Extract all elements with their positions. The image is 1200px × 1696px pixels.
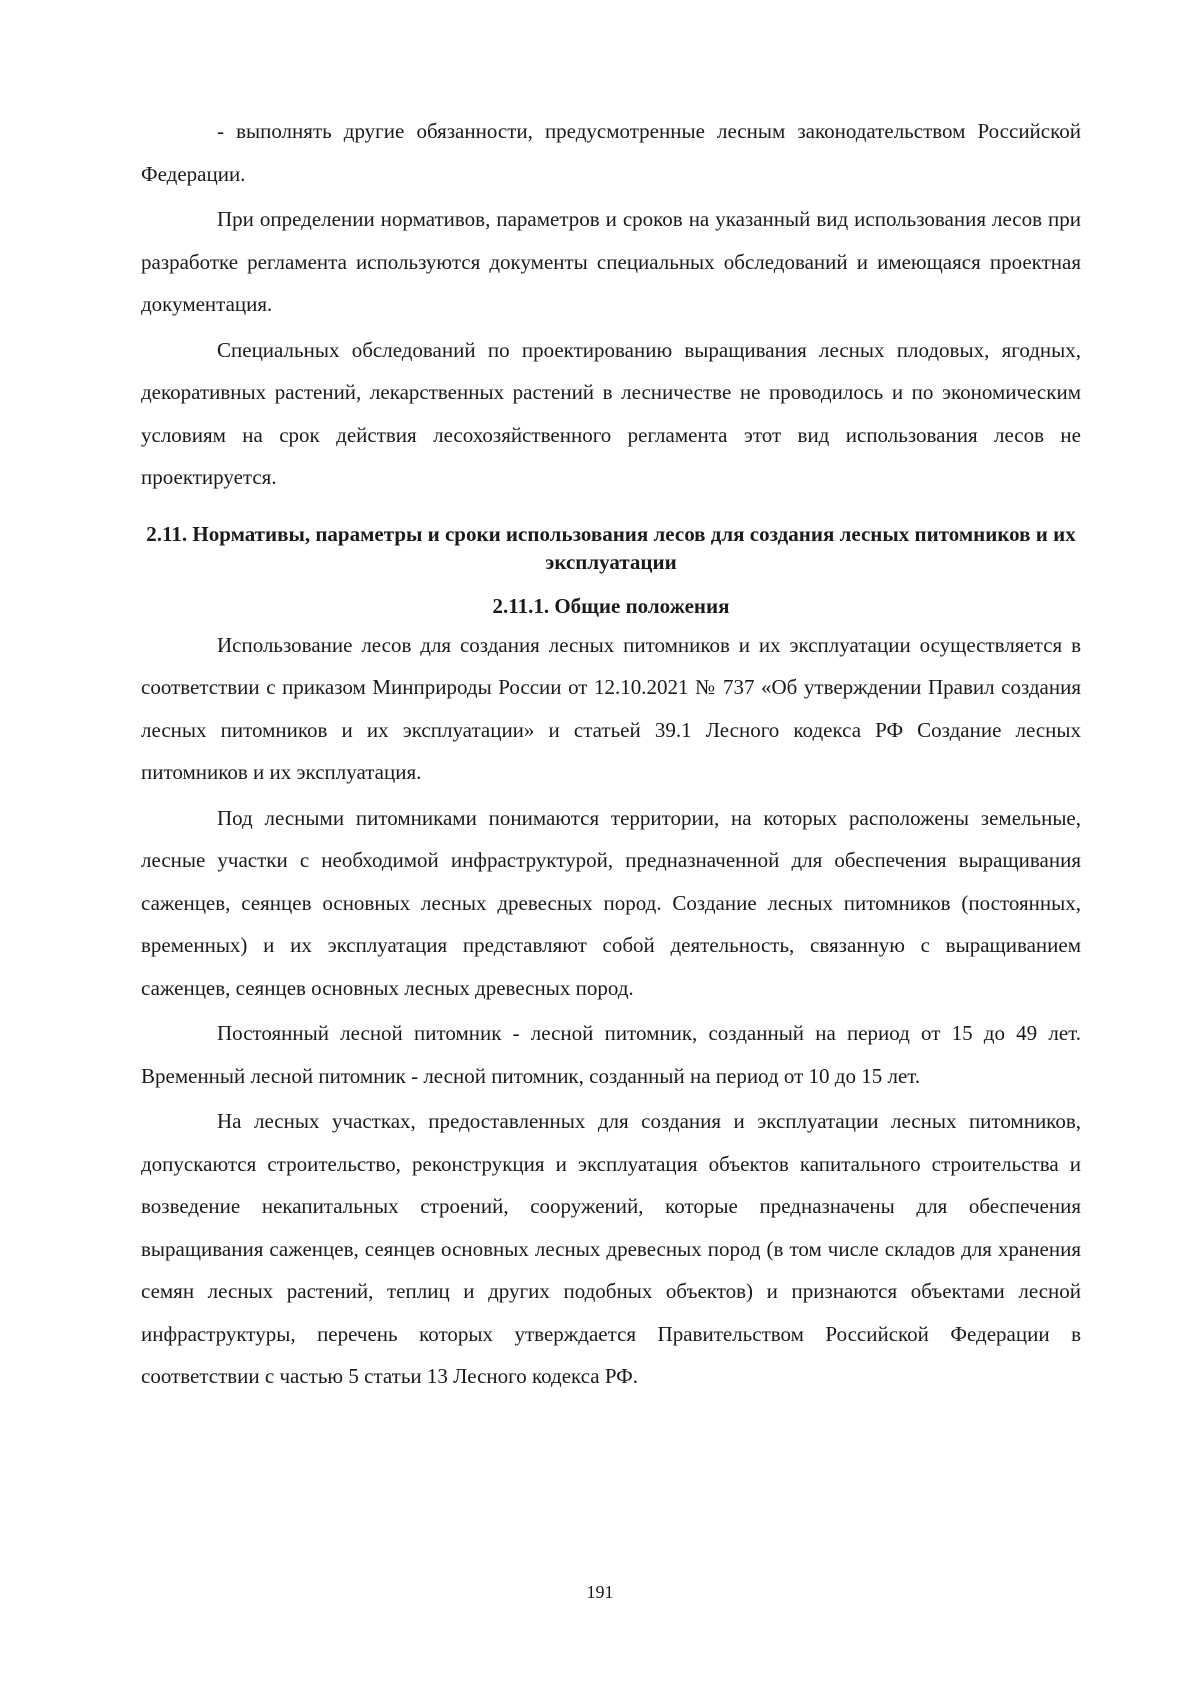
paragraph-other-duties: - выполнять другие обязанности, предусмотренные лесным законодательством Российской Федерации. (141, 119, 1081, 186)
paragraph-nursery-periods: Постоянный лесной питомник - лесной питомник, созданный на период от 15 до 49 лет. Временный лесной питомник - лесной питомник, созданный на период от 10 до 15 лет. (141, 1021, 1081, 1088)
paragraph-nursery-definition: Под лесными питомниками понимаются территории, на которых расположены земельные, лесные участки с необходимой инфраструктурой, предназначенной для обеспечения выращивания саженцев, сеянцев основных лесных древесных пород. Создание лесных питомников (постоянных, временных) и их эксплуатация представляют собой деятельность, связанную с выращиванием саженцев, сеянцев основных лесных древесных пород. (141, 805, 1081, 1000)
paragraph-standards-determination: При определении нормативов, параметров и сроков на указанный вид использования лесов при разработке регламента используются документы специальных обследований и имеющаяся проектная документация. (141, 207, 1081, 316)
paragraph-forest-use-basis: Использование лесов для создания лесных питомников и их эксплуатации осуществляется в соответствии с приказом Минприроды России от 12.10.2021 № 737 «Об утверждении Правил создания лесных питомников и их эксплуатации» и статьей 39.1 Лесного кодекса РФ Создание лесных питомников и их эксплуатация. (141, 632, 1081, 784)
paragraph-nursery-infrastructure: На лесных участках, предоставленных для создания и эксплуатации лесных питомников, допускаются строительство, реконструкция и эксплуатация объектов капитального строительства и возведение некапитальных строений, сооружений, которые предназначены для обеспечения выращивания саженцев, сеянцев основных лесных древесных пород (в том числе складов для хранения семян лесных растений, теплиц и других подобных объектов) и признаются объектами лесной инфраструктуры, перечень которых утверждается Правительством Российской Федерации в соответствии с частью 5 статьи 13 Лесного кодекса РФ. (141, 1109, 1081, 1388)
document-body (141, 110, 1081, 1398)
subsection-heading: 2.11.1. Общие положения (492, 593, 730, 618)
section-heading: 2.11. Нормативы, параметры и сроки использования лесов для создания лесных питомников и их эксплуатации (146, 521, 1076, 574)
page-number: 191 (586, 1582, 614, 1602)
paragraph-special-surveys: Специальных обследований по проектированию выращивания лесных плодовых, ягодных, декоративных растений, лекарственных растений в лесничестве не проводилось и по экономическим условиям на срок действия лесохозяйственного регламента этот вид использования лесов не проектируется. (141, 337, 1081, 489)
